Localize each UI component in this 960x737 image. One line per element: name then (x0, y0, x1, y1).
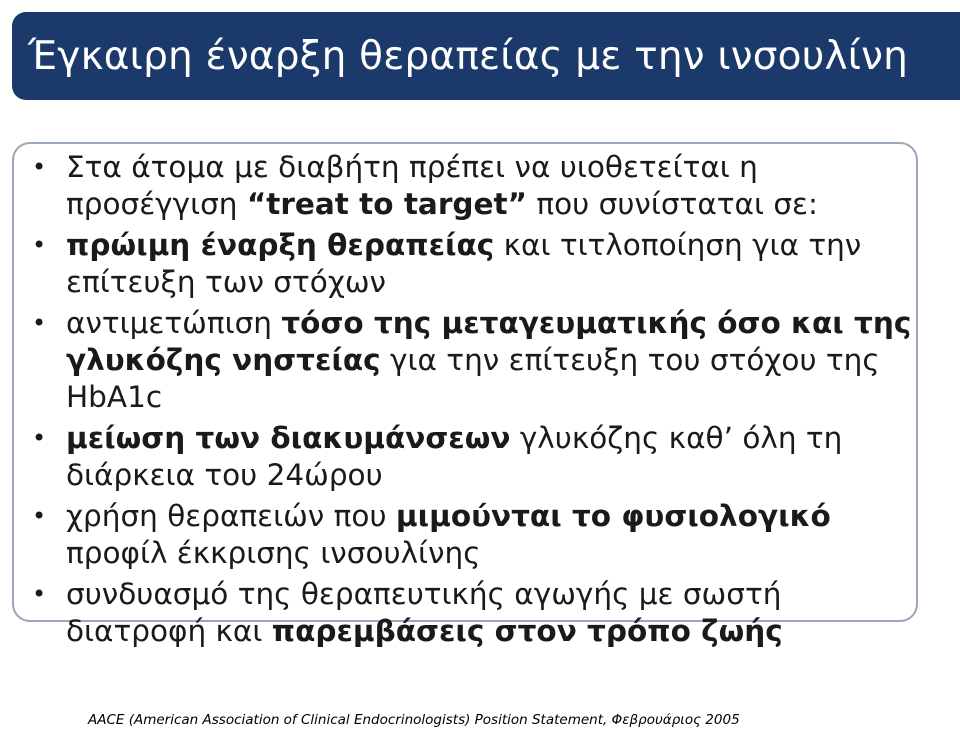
title-banner (12, 12, 960, 100)
bullet-item (32, 227, 912, 301)
bullet-text (66, 150, 818, 221)
bullet-segment: Στα άτομα με διαβήτη πρέπει να υιοθετείται η προσέγγιση (66, 150, 758, 221)
bullet-segment: προφίλ έκκρισης ινσουλίνης (66, 536, 481, 570)
bullet-emphasis: μιμούνται το φυσιολογικό (395, 499, 831, 533)
bullet-segment: αντιμετώπιση (66, 306, 282, 340)
bullet-text (66, 499, 831, 570)
bullet-segment: συνδυασμό της θεραπευτικής αγωγής με σωστή διατροφή και (66, 577, 782, 648)
content-box (12, 142, 918, 648)
bullet-item (32, 576, 912, 650)
bullet-dot-icon: • (32, 580, 47, 608)
bullet-list (32, 149, 912, 654)
bullet-dot-icon: • (32, 502, 47, 530)
bullet-emphasis: πρώιμη έναρξη θεραπείας (66, 228, 495, 262)
bullet-segment: γλυκόζης καθ’ όλη τη διάρκεια του 24ώρου (66, 421, 843, 492)
bullet-emphasis: “treat to target” (246, 187, 527, 221)
bullet-item (32, 420, 912, 494)
citation-footer: AACE (American Association of Clinical Endocrinologists) Position Statement, Φεβρουάριος 2005 (88, 712, 740, 728)
bullet-dot-icon: • (32, 424, 47, 452)
bullet-item (32, 149, 912, 223)
bullet-segment: χρήση θεραπειών που (66, 499, 396, 533)
slide-title: Έγκαιρη έναρξη θεραπείας με την ινσουλίνη (28, 33, 909, 79)
bullet-emphasis: παρεμβάσεις στον τρόπο ζωής (271, 614, 783, 648)
bullet-dot-icon: • (32, 309, 47, 337)
bullet-text (66, 306, 911, 414)
bullet-text (66, 421, 842, 492)
bullet-dot-icon: • (32, 231, 47, 259)
bullet-segment: και τιτλοποίηση για την επίτευξη των στόχων (66, 228, 862, 299)
bullet-emphasis: μείωση των διακυμάνσεων (66, 421, 511, 455)
bullet-text (66, 577, 783, 648)
bullet-item (32, 305, 912, 416)
bullet-text (66, 228, 861, 299)
bullet-segment: που συνίσταται σε: (527, 187, 818, 221)
bullet-emphasis: τόσο της μεταγευματικής όσο και της γλυκόζης νηστείας (66, 306, 912, 377)
bullet-segment: για την επίτευξη του στόχου της HbA1c (66, 343, 880, 414)
bullet-item (32, 498, 912, 572)
bullet-dot-icon: • (32, 153, 47, 181)
